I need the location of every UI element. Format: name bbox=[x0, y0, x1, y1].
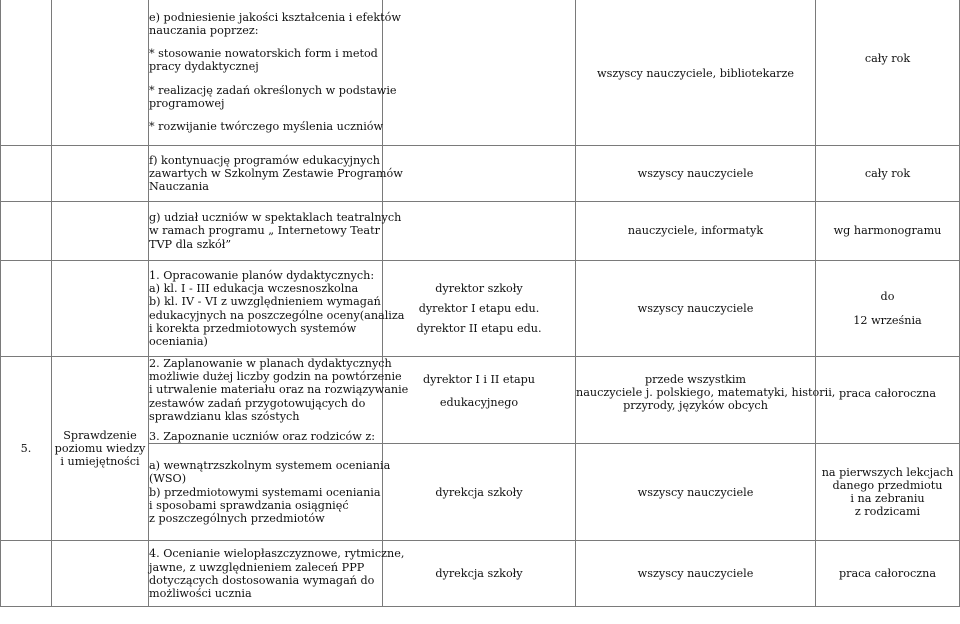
participants-cell-2 bbox=[576, 357, 836, 444]
task-cell-3 bbox=[149, 444, 391, 541]
task-cell-1 bbox=[149, 261, 405, 357]
area-line: poziomu wiedzy bbox=[54, 442, 146, 455]
participants-line: nauczyciele j. polskiego, matematyki, historii, bbox=[576, 386, 836, 400]
task-cell-4 bbox=[149, 541, 405, 607]
area-line: Sprawdzenie bbox=[63, 428, 137, 442]
deadline-line: z rodzicami bbox=[854, 505, 921, 519]
number-cell-empty bbox=[1, 146, 52, 202]
bullet-line: * rozwijanie twórczego myślenia uczniów bbox=[149, 120, 384, 133]
bullet-line: * realizację zadań określonych w podstawie bbox=[149, 83, 397, 97]
participants-line: przede wszystkim bbox=[644, 373, 747, 386]
responsible-cell-2 bbox=[383, 357, 576, 444]
table-row-e bbox=[1, 0, 960, 146]
number-cell-empty bbox=[1, 541, 52, 607]
responsible-line: dyrektor I i II etapu bbox=[422, 373, 536, 386]
section-area bbox=[52, 357, 149, 541]
deadline-line: i na zebraniu bbox=[850, 492, 925, 506]
task-cell-e bbox=[149, 0, 401, 146]
participants-cell-e: wszyscy nauczyciele, bibliotekarze bbox=[576, 0, 816, 146]
task-line: b) kl. IV - VI z uwzględnieniem wymagań bbox=[149, 295, 381, 309]
task-line: zawartych w Szkolnym Zestawie Programów bbox=[149, 166, 403, 180]
bullet-line: programowej bbox=[149, 96, 225, 110]
number-cell-empty bbox=[1, 261, 52, 357]
task-cell-g bbox=[149, 202, 402, 261]
deadline-cell-e: cały rok bbox=[816, 0, 960, 146]
participants-cell-g: nauczyciele, informatyk bbox=[576, 202, 816, 261]
participants-line: przyrody, języków obcych bbox=[623, 399, 768, 413]
task-line: i utrwalenie materiału oraz na rozwiązywanie bbox=[149, 383, 409, 397]
task-cell-f bbox=[149, 146, 403, 202]
task-line: edukacyjnych na poszczególne oceny(analiza bbox=[149, 308, 405, 322]
task-line: i korekta przedmiotowych systemów bbox=[149, 321, 357, 335]
area-cell-empty bbox=[52, 146, 149, 202]
area-cell-empty bbox=[52, 541, 149, 607]
responsible-cell-1 bbox=[383, 261, 576, 357]
task-line: 3. Zapoznanie uczniów oraz rodziców z: bbox=[149, 430, 376, 444]
task-line: 4. Ocenianie wielopłaszczyznowe, rytmiczne, bbox=[149, 547, 405, 561]
task-line: f) kontynuację programów edukacyjnych bbox=[149, 153, 380, 167]
deadline-line: do bbox=[880, 290, 895, 304]
task-line: nauczania poprzez: bbox=[149, 23, 259, 37]
table-row-2 bbox=[1, 357, 960, 444]
task-line: możliwie dużej liczby godzin na powtórzenie bbox=[149, 370, 402, 384]
task-line: możliwości ucznia bbox=[149, 586, 252, 600]
task-line: w ramach programu „ Internetowy Teatr bbox=[149, 224, 380, 238]
deadline-cell-f: cały rok bbox=[816, 146, 960, 202]
table-row-f bbox=[1, 146, 960, 202]
responsible-cell-empty bbox=[383, 0, 576, 146]
table-row-4 bbox=[1, 541, 960, 607]
responsible-cell-3: dyrekcja szkoły bbox=[383, 444, 576, 541]
deadline-line: danego przedmiotu bbox=[832, 479, 943, 493]
bullet-line: pracy dydaktycznej bbox=[149, 60, 259, 74]
area-line: i umiejętności bbox=[60, 455, 140, 469]
task-line: TVP dla szkół” bbox=[149, 237, 232, 251]
deadline-cell-2: praca całoroczna bbox=[816, 357, 960, 444]
area-cell-empty bbox=[52, 202, 149, 261]
task-line: b) przedmiotowymi systemami oceniania bbox=[149, 485, 381, 499]
responsible-cell-4: dyrekcja szkoły bbox=[383, 541, 576, 607]
table-row-g bbox=[1, 202, 960, 261]
responsible-line: dyrektor szkoły bbox=[435, 281, 523, 295]
deadline-line: na pierwszych lekcjach bbox=[821, 465, 954, 479]
task-line: sprawdzianu klas szóstych bbox=[149, 409, 300, 423]
responsible-line: dyrektor I etapu edu. bbox=[418, 301, 540, 315]
number-cell-empty bbox=[1, 202, 52, 261]
task-line: i sposobami sprawdzania osiągnięć bbox=[149, 498, 349, 512]
task-line: oceniania) bbox=[149, 334, 208, 348]
task-line: (WSO) bbox=[149, 472, 187, 486]
task-line: z poszczególnych przedmiotów bbox=[149, 512, 325, 526]
deadline-line: 12 września bbox=[853, 313, 922, 327]
participants-cell-f: wszyscy nauczyciele bbox=[576, 146, 816, 202]
task-line: 1. Opracowanie planów dydaktycznych: bbox=[149, 268, 375, 282]
task-line: 2. Zaplanowanie w planach dydaktycznych bbox=[149, 357, 392, 370]
participants-cell-4: wszyscy nauczyciele bbox=[576, 541, 816, 607]
participants-cell-1: wszyscy nauczyciele bbox=[576, 261, 816, 357]
responsible-line: dyrektor II etapu edu. bbox=[416, 322, 542, 336]
section-number: 5. bbox=[1, 357, 52, 541]
responsible-line: edukacyjnego bbox=[439, 396, 519, 410]
deadline-cell-3 bbox=[816, 444, 960, 541]
task-line: g) udział uczniów w spektaklach teatralnych bbox=[149, 211, 402, 225]
responsible-cell-empty bbox=[383, 202, 576, 261]
number-cell-empty bbox=[1, 0, 52, 146]
task-line: dotyczących dostosowania wymagań do bbox=[149, 573, 375, 587]
area-cell-empty bbox=[52, 261, 149, 357]
task-line: jawne, z uwzględnieniem zaleceń PPP bbox=[149, 560, 365, 574]
deadline-cell-g: wg harmonogramu bbox=[816, 202, 960, 261]
participants-cell-3: wszyscy nauczyciele bbox=[576, 444, 816, 541]
responsible-cell-empty bbox=[383, 146, 576, 202]
area-cell-empty bbox=[52, 0, 149, 146]
task-line: a) wewnątrzszkolnym systemem oceniania bbox=[149, 459, 391, 473]
task-line: e) podniesienie jakości kształcenia i efektów bbox=[149, 10, 401, 24]
bullet-line: * stosowanie nowatorskich form i metod bbox=[149, 47, 378, 61]
task-line: a) kl. I - III edukacja wczesnoszkolna bbox=[149, 282, 359, 296]
task-line: zestawów zadań przygotowujących do bbox=[149, 396, 366, 410]
deadline-cell-1 bbox=[816, 261, 960, 357]
table-row-1 bbox=[1, 261, 960, 357]
task-line: Nauczania bbox=[149, 180, 209, 194]
task-cell-2 bbox=[149, 357, 409, 444]
deadline-cell-4: praca całoroczna bbox=[816, 541, 960, 607]
